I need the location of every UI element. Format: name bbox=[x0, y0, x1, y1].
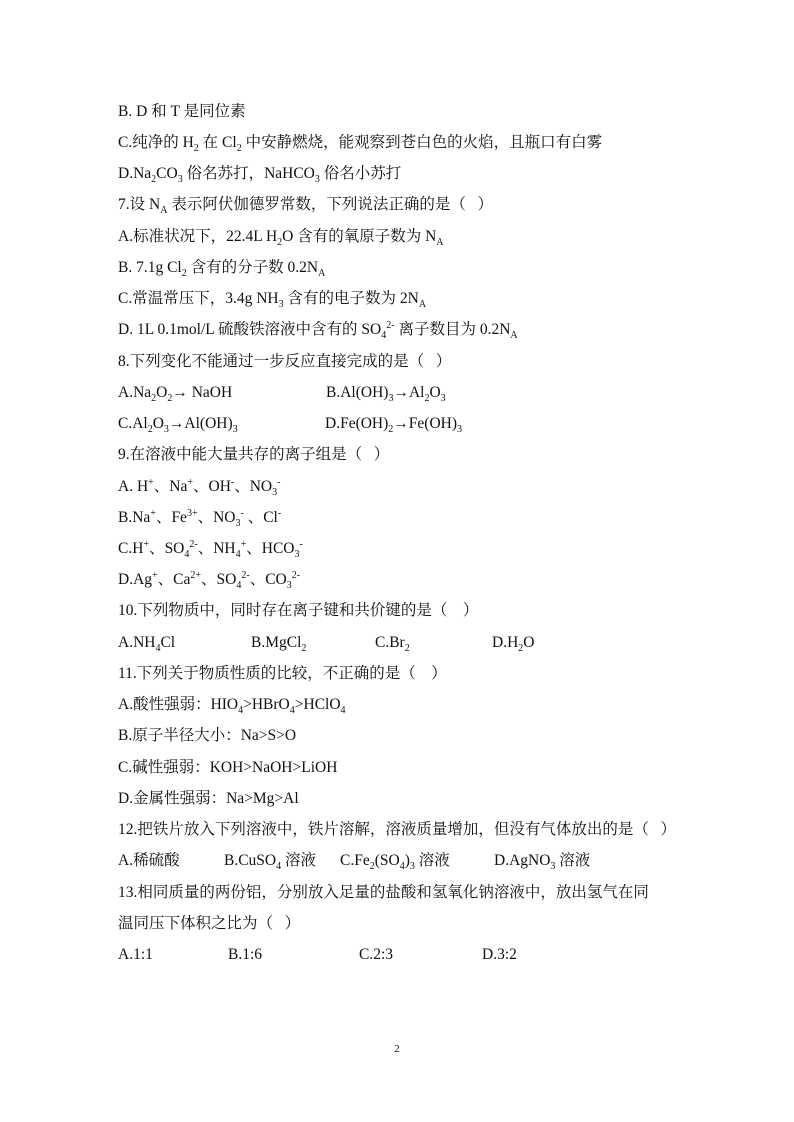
q13-option-d: D.3:2 bbox=[482, 946, 517, 963]
q11-option-d: D.金属性强弱：Na>Mg>Al bbox=[118, 790, 299, 807]
q8-options-row-2 bbox=[118, 414, 678, 434]
q8-option-d: $D.Fe(OH)_2\to Fe(OH)_3$ bbox=[325, 415, 462, 436]
q13-option-c: C.2:3 bbox=[359, 946, 394, 963]
q10-option-d: $D.H_2O$ bbox=[492, 634, 535, 655]
q13-option-b: B.1:6 bbox=[228, 946, 263, 963]
q8-options-row-1 bbox=[118, 383, 678, 403]
q9-option-b: B.Na+、$Fe^{3+}$、$NO_3^-$ 、Cl- bbox=[118, 507, 282, 530]
q11-option-a: A.酸性强弱：$HIO_4>HBrO_4>HClO_4$ bbox=[118, 696, 346, 717]
q9-option-d: D.Ag+、$Ca^{2+}$、$SO_4^{2-}$、$CO_3^{2-}$ bbox=[118, 569, 301, 592]
q12-stem: 12.把铁片放入下列溶液中，铁片溶解，溶液质量增加，但没有气体放出的是（ ） bbox=[118, 821, 677, 838]
q7-option-d: D. 1L 0.1mol/L 硫酸铁溶液中含有的 $SO_4^{2-}$ 离子数目为 $0.2N_A$ bbox=[118, 319, 518, 342]
q11-stem: 11.下列关于物质性质的比较，不正确的是（ ） bbox=[118, 665, 447, 682]
q9-option-a: A. H+、Na+、OH-、$NO_3^-$ bbox=[118, 476, 281, 499]
q8-option-a: $A.Na_2O_2\to$ NaOH bbox=[118, 384, 233, 405]
q13-stem-line-1: 13.相同质量的两份铝，分别放入足量的盐酸和氢氧化钠溶液中，放出氢气在同 bbox=[118, 884, 649, 901]
q9-option-c: C.H+、$SO_4^{2-}$、$NH_4^+$、$HCO_3^-$ bbox=[118, 538, 303, 561]
q12-options bbox=[118, 851, 678, 871]
q10-options bbox=[118, 633, 678, 653]
q12-option-c: $C.Fe_2(SO_4)_3$ 溶液 bbox=[340, 852, 450, 873]
page-number: 2 bbox=[394, 1043, 400, 1055]
q13-stem-line-2: 温同压下体积之比为（ ） bbox=[118, 915, 301, 932]
q11-option-c: C.碱性强弱：KOH>NaOH>LiOH bbox=[118, 759, 338, 776]
q8-stem: 8.下列变化不能通过一步反应直接完成的是（ ） bbox=[118, 353, 452, 370]
q7-option-a: A.标准状况下，22.4L $H_2O$ 含有的氧原子数为 $N_A$ bbox=[118, 228, 444, 249]
q8-option-c: $C.Al_2O_3\to Al(OH)_3$ bbox=[118, 415, 238, 436]
q12-option-d: D.AgNO$_3$ 溶液 bbox=[494, 852, 591, 873]
q10-option-c: $C.Br_2$ bbox=[375, 634, 410, 655]
q6-option-b: B. D 和 T 是同位素 bbox=[118, 103, 246, 120]
q6-option-d: $D.Na_2CO_3$ 俗名苏打，NaHCO$_3$ 俗名小苏打 bbox=[118, 165, 402, 186]
q12-option-b: B.CuSO$_4$ 溶液 bbox=[224, 852, 317, 873]
q9-stem: 9.在溶液中能大量共存的离子组是（ ） bbox=[118, 446, 390, 463]
q6-option-c: C.纯净的 $H_2$ 在 $Cl_2$ 中安静燃烧，能观察到苍白色的火焰，且瓶口有白雾 bbox=[118, 134, 603, 155]
q7-option-c: C.常温常压下，3.4g $NH_3$ 含有的电子数为 $2N_A$ bbox=[118, 290, 427, 311]
q10-option-a: $A.NH_4Cl$ bbox=[118, 634, 176, 655]
q12-option-a: A.稀硫酸 bbox=[118, 852, 180, 869]
q10-option-b: B.MgCl$_2$ bbox=[251, 634, 307, 655]
q8-option-b: $B.Al(OH)_3\to Al_2O_3$ bbox=[326, 384, 446, 405]
q7-option-b: B. 7.1g $Cl_2$ 含有的分子数 $0.2N_A$ bbox=[118, 259, 326, 280]
q10-stem: 10.下列物质中，同时存在离子键和共价键的是（ ） bbox=[118, 602, 479, 619]
q13-options bbox=[118, 945, 678, 965]
q11-option-b: B.原子半径大小：Na>S>O bbox=[118, 727, 297, 744]
q13-option-a: A.1:1 bbox=[118, 946, 153, 963]
q7-stem: 7.设 $N_A$ 表示阿伏伽德罗常数，下列说法正确的是（ ） bbox=[118, 196, 493, 217]
